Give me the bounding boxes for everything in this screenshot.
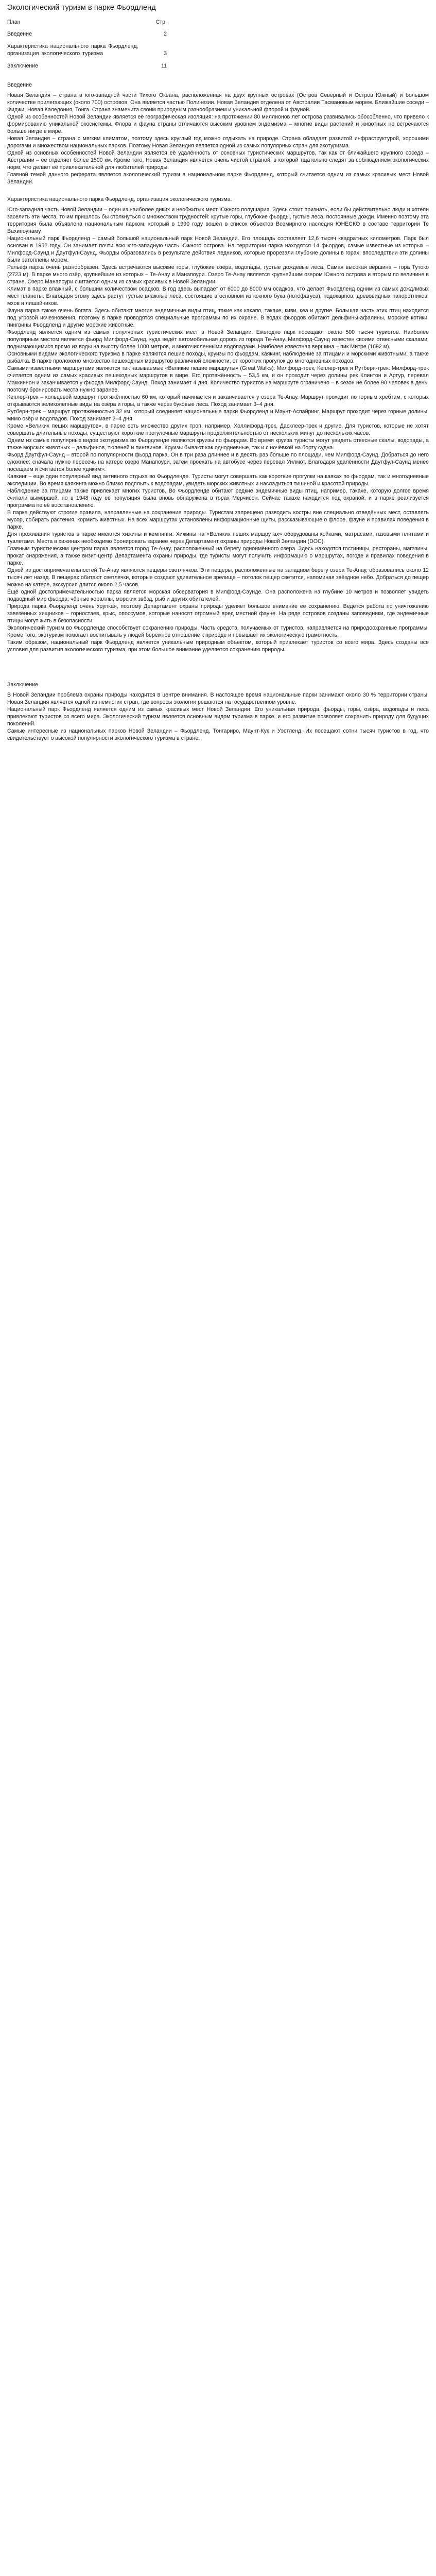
paragraph: Одной из особенностей Новой Зеландии является её географическая изоляция: на протяжении 80 миллионов лет острова развивались обособленно, что привело к формированию уникальной экосистемы. Флора и фауна страны отличаются высоким уровнем эндемизма – многие виды растений и животных не встречаются больше нигде в мире. [7,114,429,134]
conclusion-section [7,691,429,742]
paragraph: Кеплер-трек – кольцевой маршрут протяжённостью 60 км, который начинается и заканчивается у озера Те-Анау. Маршрут проходит по горным хребтам, с которых открываются великолепные виды на озёра и горы, а также через буковые леса. Поход занимает 3–4 дня. [7,394,429,408]
paragraph: Национальный парк Фьордленд является одним из самых красивых мест Новой Зеландии. Его уникальная природа, фьорды, горы, озёра, водопады и леса привлекают туристов со всего мира. Экологический туризм является основным видом туризма в парке, и его развитие позволяет сохранить природу для будущих поколений. [7,706,429,727]
toc-item [7,30,167,38]
paragraph: Фьордленд является одним из самых популярных туристических мест в Новой Зеландии. Ежегодно парк посещают около 500 тысяч туристов. Наиболее популярным местом является фьорд Милфорд-Саунд, куда ведёт автомобильная дорога из города Те-Анау. Милфорд-Саунд известен своими отвесными скалами, поднимающимися прямо из воды на высоту более 1000 метров, и многочисленными водопадами. Наиболее известная вершина – пик Митре (1692 м). [7,329,429,350]
paragraph: В парке действуют строгие правила, направленные на сохранение природы. Туристам запрещено разводить костры вне специально отведённых мест, оставлять мусор, собирать растения, кормить животных. На всех маршрутах установлены информационные щиты, рассказывающие о флоре, фауне и правилах поведения в парке. [7,510,429,530]
toc-item-page: 2 [164,31,167,37]
paragraph: Климат в парке влажный, с большим количеством осадков. В год здесь выпадает от 6000 до 8000 мм осадков, что делает Фьордленд одним из самых дождливых мест планеты. Благодаря этому здесь растут густые влажные леса, состоящие в основном из южного бука (нотофагуса), подокарпов, древовидных папоротников, мхов и лишайников. [7,286,429,307]
paragraph: Природа парка Фьордленд очень хрупкая, поэтому Департамент охраны природы уделяет большое внимание её сохранению. Ведётся работа по уничтожению завезённых хищников – горностаев, крыс, опоссумов, которые наносят огромный вред местной фауне. На ряде островов созданы заповедники, где эндемичные птицы могут жить в безопасности. [7,603,429,624]
paragraph: Одной из достопримечательностей Те-Анау являются пещеры светлячков. Эти пещеры, расположенные на западном берегу озера Те-Анау, образовались около 12 тысяч лет назад. В пещерах обитают светлячки, которые создают удивительное зрелище – потолок пещер светится, напоминая звёздное небо. Добраться до пещер можно на катере, экскурсия длится около 2,5 часов. [7,567,429,588]
toc-header [7,19,167,26]
paragraph: Национальный парк Фьордленд – самый большой национальный парк Новой Зеландии. Его площадь составляет 12,6 тысяч квадратных километров. Парк был основан в 1952 году. Он занимает почти всю юго-западную часть Южного острова. На территории парка находятся 14 фьордов, самые известные из которых – Милфорд-Саунд и Даутфул-Саунд. Фьорды образовались в результате действия ледников, которые прорезали глубокие долины в горах; впоследствии эти долины были затоплены морем. [7,235,429,263]
toc-plan-label: План [7,19,21,25]
paragraph: Кроме «Великих пеших маршрутов», в парке есть множество других троп, например, Холлифорд-трек, Дасклеер-трек и другие. Для туристов, которые не хотят совершать длительные походы, существуют короткие прогулочные маршруты продолжительностью от нескольких минут до нескольких часов. [7,423,429,436]
toc-item-label: Введение [7,31,32,37]
paragraph: Новая Зеландия – страна в юго-западной части Тихого Океана, расположенная на двух крупных островах (Остров Северный и Остров Южный) и большом количестве прилегающих (около 700) островов. Она является частью Полинезии. Новая Зеландия отделена от Австралии Тасмановым морем. Ближайшие соседи – Фиджи, Новая Каледония, Тонга. Страна знаменита своим природным разнообразием и уникальной флорой и фауной. [7,92,429,113]
toc-item-page: 3 [164,50,167,57]
paragraph: Главным туристическим центром парка является город Те-Анау, расположенный на берегу одноимённого озера. Здесь находятся гостиницы, рестораны, магазины, прокат снаряжения, а также визит-центр Департамента охраны природы, где туристы могут получить информацию о маршрутах, погоде и правилах поведения в парке. [7,546,429,566]
paragraph: Экологический туризм во Фьордленде способствует сохранению природы. Часть средств, получаемых от туристов, направляется на природоохранные программы. Кроме того, экотуризм помогает воспитывать у людей бережное отношение к природе и повышает их экологическую грамотность. [7,625,429,638]
toc-item-label: Заключение [7,63,39,69]
document-body [7,81,429,742]
intro-heading: Введение [7,82,32,88]
toc-item [7,62,167,70]
paragraph: Фауна парка также очень богата. Здесь обитают многие эндемичные виды птиц, такие как какапо, такахе, киви, кеа и другие. Большая часть этих птиц находится под угрозой исчезновения, поэтому в парке проводятся специальные программы по их охране. В водах фьордов обитают дельфины-афалины, морские котики, пингвины Фьордленд и другие морские животные. [7,308,429,328]
paragraph: Наблюдение за птицами также привлекает многих туристов. Во Фьордленде обитают редкие эндемичные виды птиц, например, такахе, которую долгое время считали вымершей, но в 1948 году её популяция была вновь обнаружена в горах Мерчисон. Сейчас такахе находится под охраной, и в парке реализуется программа по её восстановлению. [7,488,429,509]
table-of-contents [7,19,167,70]
paragraph: Каякинг – ещё один популярный вид активного отдыха во Фьордленде. Туристы могут совершать как короткие прогулки на каяках по фьордам, так и многодневные экспедиции. Во время каякинга можно близко подплыть к водопадам, увидеть морских животных и насладиться тишиной и красотой природы. [7,473,429,487]
section2-section [7,206,429,653]
paragraph: Юго-западная часть Новой Зеландии – один из наиболее диких и необжитых мест Южного полушария. Здесь стоит признать, если бы действительно люди и хотели заселить эти места, то им пришлось бы столкнуться с множеством трудностей: крутые горы, глубокие фьорды, густые леса, постоянные дожди. Именно поэтому эта территория была объявлена национальным парком, который в 1990 году вошёл в список объектов Всемирного наследия ЮНЕСКО в составе территории Те Вахипоунаму. [7,207,429,234]
toc-item-page: 11 [161,63,167,69]
paragraph: Фьорд Даутфул-Саунд – второй по популярности фьорд парка. Он в три раза длиннее и в десять раз больше по площади, чем Милфорд-Саунд. Добраться до него сложнее: сначала нужно пересечь на катере озеро Манапоури, затем проехать на автобусе через перевал Уилмот. Благодаря удалённости Даутфул-Саунд менее посещаем и считается более «диким». [7,452,429,472]
toc-item [7,43,167,57]
paragraph: Главной темой данного реферата является экологический туризм в национальном парке Фьордленд, который считается одним из самых красивых мест Новой Зеландии. [7,172,429,185]
document-title: Экологический туризм в парке Фьордленд [7,4,156,12]
toc-page-label: Стр. [155,19,167,25]
paragraph: Новая Зеландия – страна с мягким климатом, поэтому здесь круглый год можно отдыхать на природе. Страна обладает развитой инфраструктурой, хорошими дорогами и множеством национальных парков. Поэтому Новая Зеландия является одной из самых популярных стран для экотуризма. [7,135,429,149]
paragraph: Ещё одной достопримечательностью парка является морская обсерватория в Милфорд-Саунде. Она расположена на глубине 10 метров и позволяет увидеть подводный мир фьорда: чёрные кораллы, морских звёзд, рыб и других обитателей. [7,589,429,602]
section2-heading: Характеристика национального парка Фьордленд, организация экологического туризма. [7,196,232,202]
conclusion-heading: Заключение [7,682,39,688]
paragraph: Самые интересные из национальных парков Новой Зеландии – Фьордленд, Тонгариро, Маунт-Кук и Уэстленд. Их посещают сотни тысяч туристов в год, что свидетельствует о высокой популярности экологического туризма в стране. [7,728,429,741]
paragraph: Основными видами экологического туризма в парке являются пешие походы, круизы по фьордам, каякинг, наблюдение за птицами и морскими животными, а также рыбалка. В парке проложено множество пешеходных маршрутов различной сложности, от коротких прогулок до многодневных походов. [7,351,429,364]
paragraph: В Новой Зеландии проблема охраны природы находится в центре внимания. В настоящее время национальные парки занимают около 30 % территории страны. Новая Зеландия является одной из немногих стран, где вопросы экологии решаются на государственном уровне. [7,692,429,705]
paragraph: Рутберн-трек – маршрут протяжённостью 32 км, который соединяет национальные парки Фьордленд и Маунт-Аспайринг. Маршрут проходит через горные долины, мимо озёр и водопадов. Поход занимает 2–4 дня. [7,409,429,422]
intro-section [7,92,429,185]
paragraph: Самыми известными маршрутами являются так называемые «Великие пешие маршруты» (Great Walks): Милфорд-трек, Кеплер-трек и Рутберн-трек. Милфорд-трек считается одним из самых красивых пешеходных маршрутов в мире. Его протяжённость – 53,5 км, и он проходит через долины рек Клинтон и Артур, перевал Маккиннон и заканчивается у фьорда Милфорд-Саунд. Поход занимает 4 дня. Количество туристов на маршруте ограничено – в сезон не более 90 человек в день, поэтому бронировать места нужно заранее. [7,365,429,393]
paragraph: Для проживания туристов в парке имеются хижины и кемпинги. Хижины на «Великих пеших маршрутах» оборудованы койками, матрасами, газовыми плитами и туалетами. Места в хижинах необходимо бронировать заранее через Департамент охраны природы Новой Зеландии (DOC). [7,531,429,545]
paragraph: Одной из основных особенностей Новой Зеландии является её удалённость от основных туристических маршрутов, так как от ближайшего крупного соседа – Австралии – её отделяет более 1500 км. Кроме того, Новая Зеландия является очень чистой страной, в которой тщательно следят за соблюдением экологических норм, что делает её привлекательной для любителей природы. [7,150,429,171]
paragraph: Таким образом, национальный парк Фьордленд является уникальным природным объектом, который привлекает туристов со всего мира. Здесь созданы все условия для развития экологического туризма, при этом большое внимание уделяется сохранению природы. [7,639,429,653]
paragraph: Одним из самых популярных видов экотуризма во Фьордленде являются круизы по фьордам. Во время круиза туристы могут увидеть отвесные скалы, водопады, а также морских животных – дельфинов, тюленей и пингвинов. Круизы бывают как однодневные, так и с ночёвкой на борту судна. [7,437,429,451]
paragraph: Рельеф парка очень разнообразен. Здесь встречаются высокие горы, глубокие озёра, водопады, густые дождевые леса. Самая высокая вершина – гора Тутоко (2723 м). В парке много озёр, крупнейшие из которых – Те-Анау и Манапоури. Озеро Те-Анау является крупнейшим озером Южного острова и вторым по величине в стране. Озеро Манапоури считается одним из самых красивых в Новой Зеландии. [7,264,429,285]
toc-item-label: Характеристика национального парка Фьордленд, организация экологического туризма [7,43,138,57]
